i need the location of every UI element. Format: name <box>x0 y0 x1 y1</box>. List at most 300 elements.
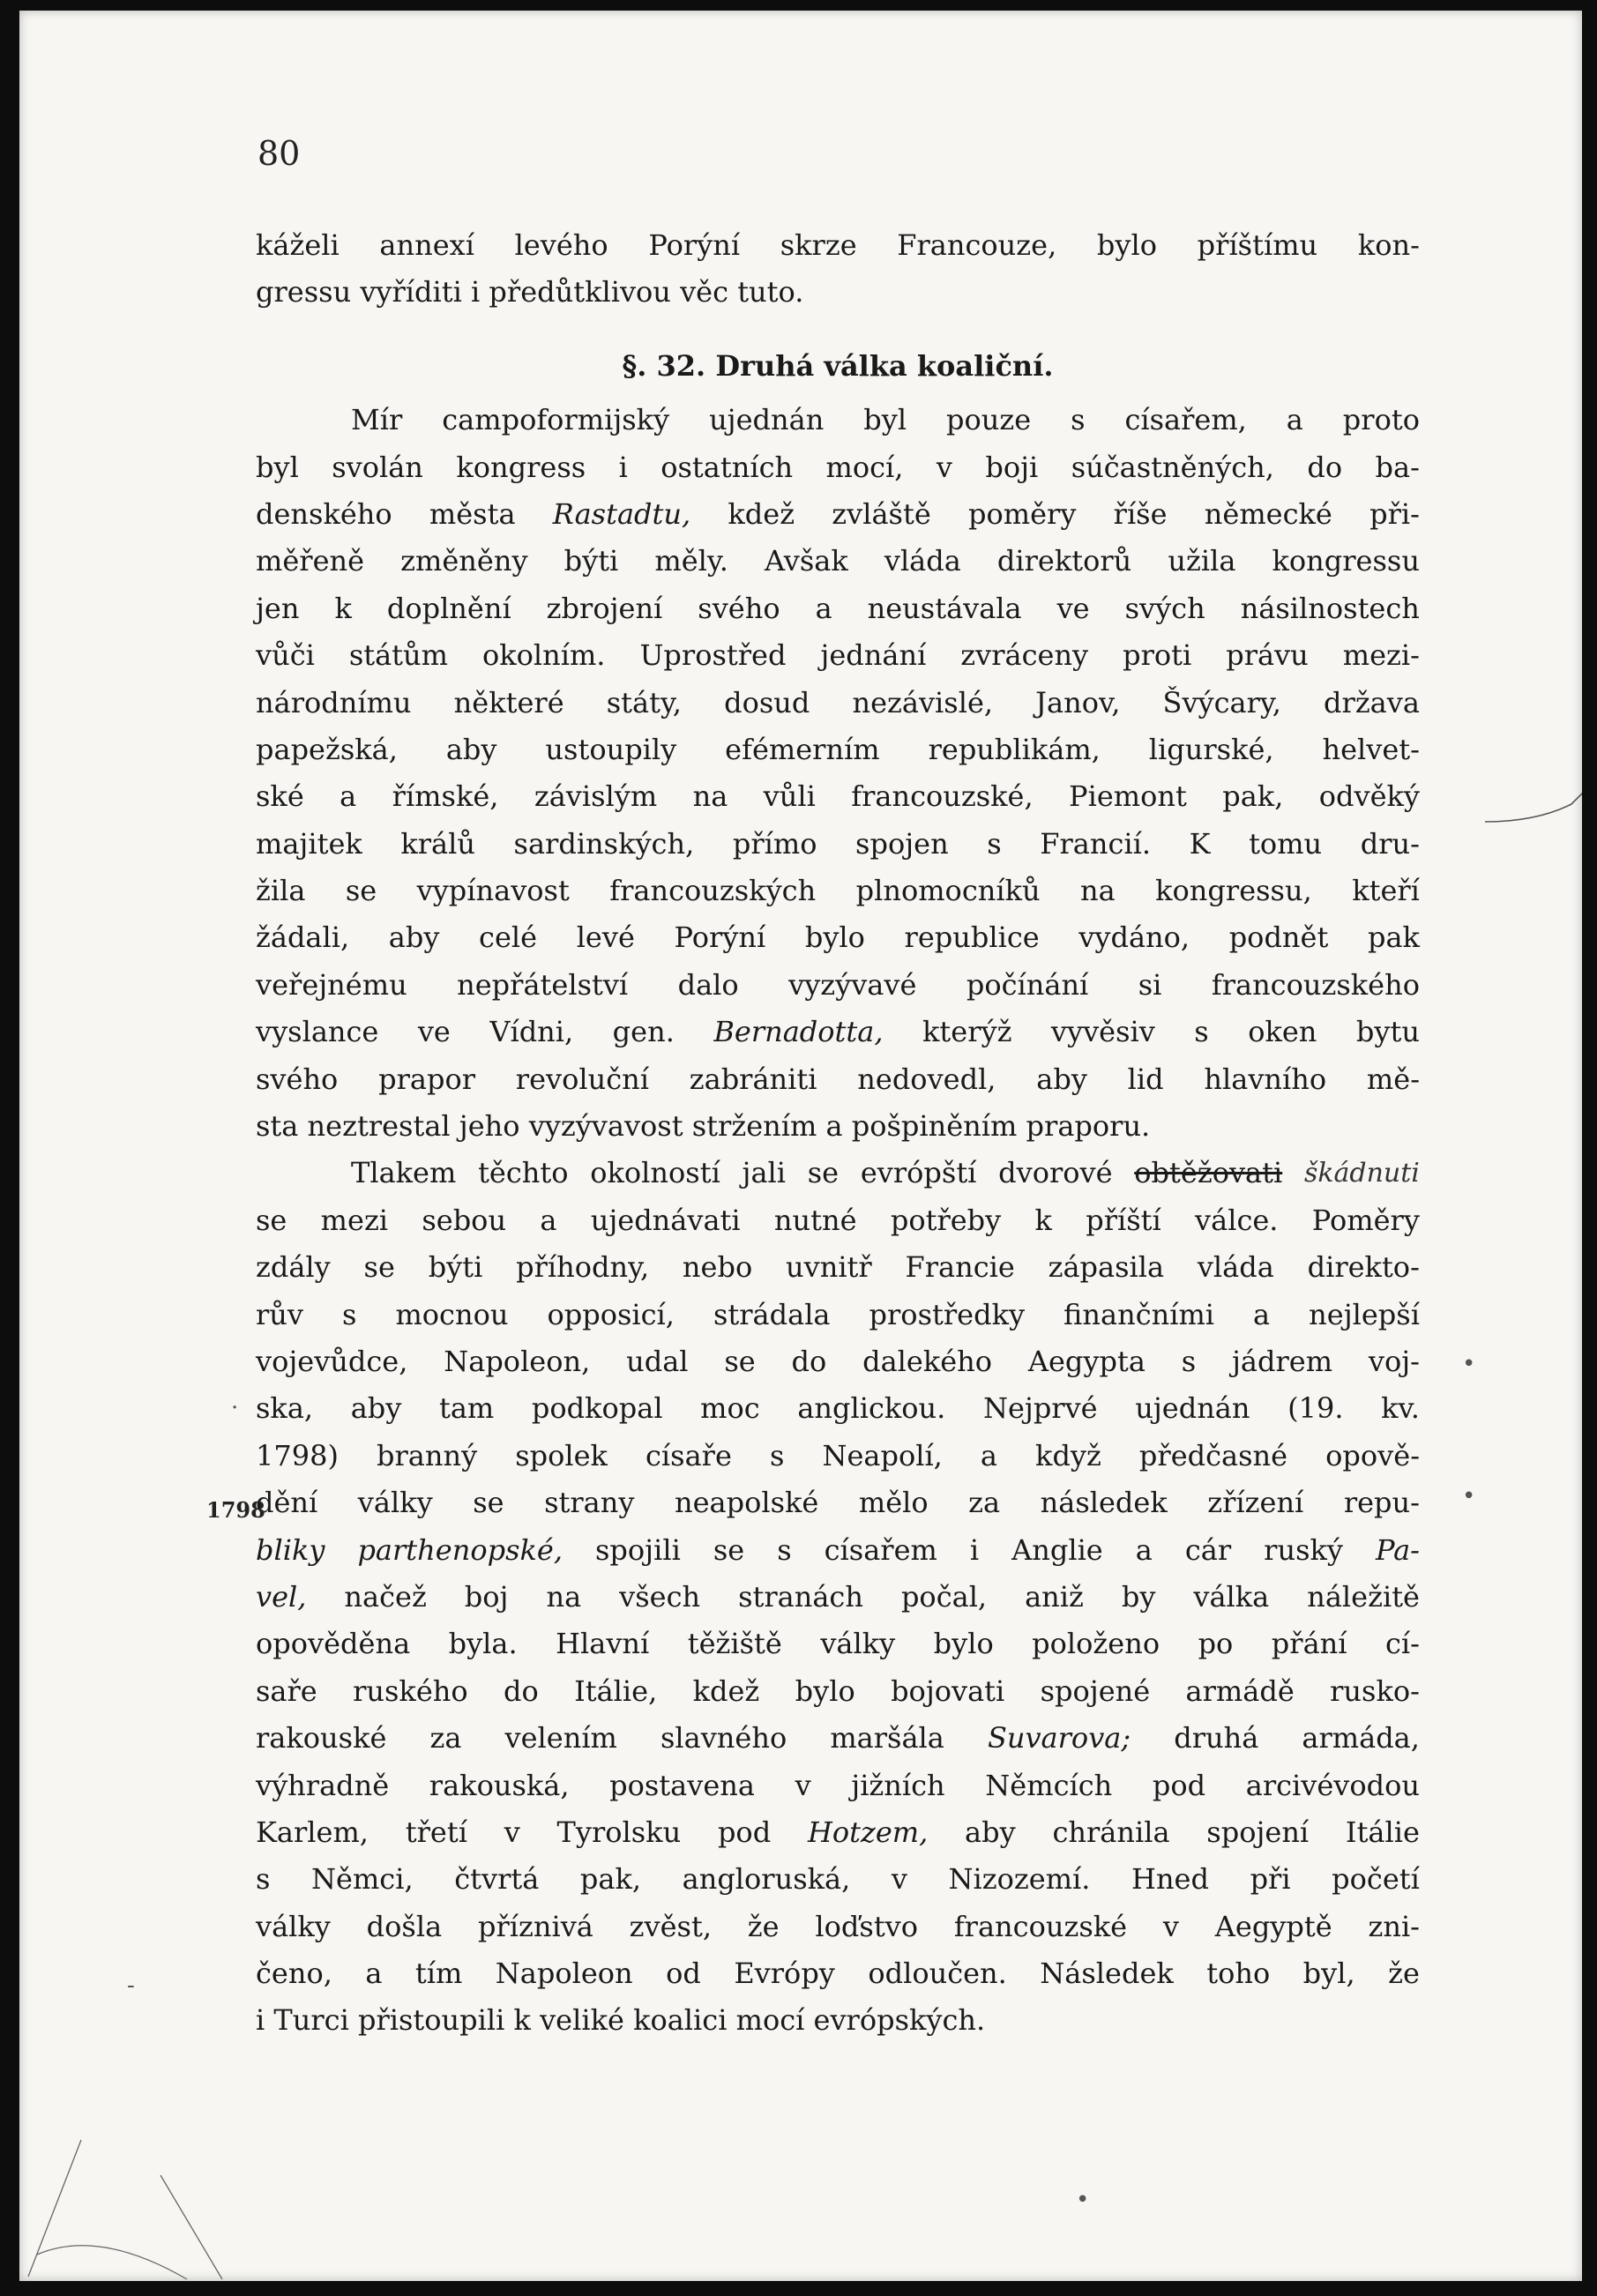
word: po <box>1198 1627 1234 1661</box>
word: doplnění <box>386 591 511 625</box>
word: toho <box>1206 1957 1271 1991</box>
word: veliké <box>540 2003 634 2038</box>
word: okolností <box>590 1156 720 1190</box>
pencil-dot: • <box>1076 2187 1090 2213</box>
word: okolním. <box>481 638 606 673</box>
word: jali <box>742 1156 786 1190</box>
word: Janov, <box>1035 685 1121 719</box>
word: mezi- <box>1342 638 1420 673</box>
word: vyvěsiv <box>1050 1015 1155 1049</box>
word: císařem <box>824 1532 937 1567</box>
word: skrze <box>780 228 857 262</box>
word: přistoupili <box>357 2003 514 2038</box>
word: že <box>747 1909 780 1943</box>
word: města <box>429 496 516 531</box>
text-line <box>256 538 1420 585</box>
word: kv. <box>1381 1391 1420 1426</box>
word: bytu <box>1355 1015 1420 1049</box>
word: ruského <box>353 1674 468 1708</box>
word: tuto. <box>737 275 804 309</box>
text-line <box>256 585 1420 632</box>
word: parthenopské, <box>357 1532 563 1567</box>
word: spolek <box>515 1438 608 1472</box>
text-line <box>256 1574 1420 1621</box>
word: s <box>769 1438 785 1472</box>
word: příští <box>1086 1203 1161 1237</box>
word: maršála <box>830 1721 944 1756</box>
word: císařem, <box>1124 403 1247 437</box>
word: poměry <box>968 496 1077 531</box>
word: Itálie, <box>574 1674 658 1708</box>
word: ostatních <box>660 450 794 484</box>
word: direktorů <box>996 544 1132 578</box>
word: anglickou. <box>797 1391 946 1426</box>
word: tam <box>438 1391 495 1426</box>
word: francouzské <box>953 1909 1128 1943</box>
word: žila <box>256 874 306 908</box>
word: majitek <box>256 826 362 861</box>
word: těžiště <box>687 1627 782 1661</box>
word: s <box>987 826 1002 861</box>
word: odloučen. <box>868 1957 1007 1991</box>
word: a <box>365 1957 383 1991</box>
word: se <box>724 1344 756 1378</box>
word: aniž <box>1025 1579 1084 1614</box>
word: vůli <box>763 779 816 814</box>
word: na <box>1080 874 1116 908</box>
word: jižních <box>851 1768 945 1802</box>
word: změněny <box>400 544 528 578</box>
word: za <box>968 1486 1001 1520</box>
word: ujednán <box>709 403 825 437</box>
word: ve <box>1056 591 1090 625</box>
margin-year-note: 1798 <box>206 1497 265 1523</box>
word: k <box>513 2003 541 2038</box>
word: tomu <box>1249 826 1323 861</box>
word: prostředky <box>869 1297 1026 1331</box>
word: Hlavní <box>556 1627 650 1661</box>
word: saře <box>256 1674 317 1708</box>
word: Hotzem, <box>807 1815 929 1849</box>
text-line <box>256 868 1420 914</box>
word: při- <box>1369 496 1420 531</box>
word: Následek <box>1040 1957 1174 1991</box>
word: čeno, <box>256 1957 332 1991</box>
text-line <box>256 680 1420 727</box>
text-line <box>256 1856 1420 1903</box>
word: spojili <box>595 1532 681 1567</box>
word: se <box>713 1532 745 1567</box>
word: kteří <box>1352 874 1420 908</box>
word: bylo <box>933 1627 994 1661</box>
word: války <box>820 1627 896 1661</box>
text-line <box>256 1197 1420 1244</box>
text-line <box>256 1621 1420 1667</box>
word: by <box>1121 1579 1156 1614</box>
word: bylo <box>1096 228 1157 262</box>
word: Uprostřed <box>639 638 787 673</box>
word: nejlepší <box>1309 1297 1420 1331</box>
word: k <box>1034 1203 1052 1237</box>
word: německé <box>1204 496 1332 531</box>
text-line <box>256 1763 1420 1809</box>
text-line <box>256 821 1420 868</box>
pencil-curve <box>1483 778 1582 857</box>
word: právu <box>1226 638 1309 673</box>
text-line <box>256 1103 1420 1150</box>
text-line <box>256 1244 1420 1291</box>
word: státy, <box>606 685 682 719</box>
word: tím <box>414 1957 463 1991</box>
word: zdály <box>256 1250 331 1285</box>
text-line <box>256 632 1420 679</box>
word: proti <box>1123 638 1192 673</box>
word: pak, <box>579 1862 642 1897</box>
word: že <box>1388 1957 1420 1991</box>
word: některé <box>453 685 564 719</box>
word: počínání <box>966 967 1089 1002</box>
word: nutné <box>773 1203 857 1237</box>
word: campoformijský <box>442 403 670 437</box>
word: kterýž <box>922 1015 1012 1049</box>
word: republikám, <box>928 732 1101 766</box>
word: s <box>777 1532 792 1567</box>
word: i <box>256 2003 274 2038</box>
word: gressu <box>256 275 361 309</box>
word: strádala <box>713 1297 831 1331</box>
text-line <box>256 269 1420 316</box>
word: býti <box>428 1250 483 1285</box>
text-line <box>256 773 1420 820</box>
word: zápasila <box>1048 1250 1165 1285</box>
word: načež <box>344 1579 427 1614</box>
word: hlavního <box>1204 1062 1327 1096</box>
word: Porýní <box>674 921 766 955</box>
word: aby <box>1036 1062 1087 1096</box>
word: proto <box>1342 403 1420 437</box>
word: pod <box>717 1815 772 1849</box>
word: předčasné <box>1138 1438 1288 1472</box>
word: neapolské <box>674 1486 819 1520</box>
word: ské <box>256 779 304 814</box>
word: zbrojení <box>546 591 663 625</box>
word: Tyrolsku <box>556 1815 682 1849</box>
word: 1798) <box>256 1438 339 1472</box>
word: mezi <box>320 1203 389 1237</box>
text-line <box>256 1433 1420 1480</box>
word: se <box>363 1250 395 1285</box>
word: do <box>1307 450 1343 484</box>
word: si <box>1138 967 1162 1002</box>
word: třetí <box>405 1815 467 1849</box>
word: příhodny, <box>516 1250 650 1285</box>
word: Francouze, <box>897 228 1057 262</box>
word: vydáno, <box>1078 921 1190 955</box>
word: voj- <box>1368 1344 1420 1378</box>
word: prapor <box>378 1062 475 1096</box>
word: druhá <box>1174 1721 1259 1756</box>
word: Poměry <box>1311 1203 1420 1237</box>
word: v <box>795 1768 811 1802</box>
word: pak <box>1367 921 1420 955</box>
text-line <box>256 1527 1420 1574</box>
pencil-dot: - <box>127 1972 135 1999</box>
word: francouzského <box>1211 967 1420 1002</box>
word: vypínavost <box>416 874 570 908</box>
word: vyzývavost <box>528 1109 692 1144</box>
word: Neapolí, <box>822 1438 943 1472</box>
word: francouzské, <box>851 779 1034 814</box>
text-line <box>256 1009 1420 1055</box>
word: revoluční <box>515 1062 649 1096</box>
text-line <box>256 914 1420 961</box>
word: na <box>692 779 728 814</box>
word: přání <box>1271 1627 1347 1661</box>
word: se <box>345 874 377 908</box>
word: aby <box>350 1391 402 1426</box>
word: angloruská, <box>682 1862 851 1897</box>
text-line <box>256 1338 1420 1385</box>
word: se <box>473 1486 504 1520</box>
word: jeho <box>459 1109 529 1144</box>
word: s <box>1194 1015 1209 1049</box>
word: Turci <box>273 2003 358 2038</box>
word: pouze <box>945 403 1032 437</box>
word: ba- <box>1375 450 1420 484</box>
word: došla <box>366 1909 443 1943</box>
word: sardinských, <box>513 826 695 861</box>
word: k <box>334 591 352 625</box>
word: státům <box>348 638 448 673</box>
pencil-scribble <box>19 2122 249 2281</box>
word: levé <box>576 921 635 955</box>
word: příznivá <box>477 1909 593 1943</box>
word: národnímu <box>256 685 412 719</box>
word: bliky <box>256 1532 325 1567</box>
word: a <box>1286 403 1303 437</box>
word: svého <box>256 1062 339 1096</box>
word: Aegypta <box>1027 1344 1146 1378</box>
word: byl <box>863 403 907 437</box>
word: repu- <box>1343 1486 1420 1520</box>
word: na <box>546 1579 582 1614</box>
word: mocí <box>735 2003 814 2038</box>
word: za <box>429 1721 462 1756</box>
word: mělo <box>858 1486 929 1520</box>
word: Anglie <box>1011 1532 1103 1567</box>
word: bylo <box>804 921 865 955</box>
word: rusko- <box>1330 1674 1420 1708</box>
word: Porýní <box>648 228 741 262</box>
word: boji <box>985 450 1039 484</box>
word: bojovati <box>891 1674 1005 1708</box>
word: udal <box>626 1344 689 1378</box>
word: branný <box>376 1438 478 1472</box>
handwritten-margin-note: škádnuti <box>1303 1158 1420 1189</box>
word: vojevůdce, <box>256 1344 408 1378</box>
word: dosud <box>724 685 810 719</box>
word: od <box>666 1957 701 1991</box>
word: nepřátelství <box>457 967 629 1002</box>
word: měřeně <box>256 544 365 578</box>
word: velením <box>504 1721 617 1756</box>
word: do <box>503 1674 539 1708</box>
word: Karlem, <box>256 1815 369 1849</box>
word: náležitě <box>1307 1579 1420 1614</box>
word: odvěký <box>1318 779 1420 814</box>
word: žádali, <box>256 921 350 955</box>
word: říše <box>1113 496 1168 531</box>
text-line <box>256 1809 1420 1856</box>
word: ska, <box>256 1391 314 1426</box>
text-line <box>256 1150 1420 1196</box>
word: byla. <box>448 1627 518 1661</box>
word: Švýcary, <box>1162 685 1281 719</box>
word: v <box>504 1815 520 1849</box>
word: zvěst, <box>629 1909 712 1943</box>
word: uvnitř <box>786 1250 872 1285</box>
word: výhradně <box>256 1768 390 1802</box>
word: vůči <box>256 638 315 673</box>
pencil-dot: • <box>1462 1483 1476 1510</box>
word: pod <box>1152 1768 1206 1802</box>
word: cí- <box>1384 1627 1420 1661</box>
text-line <box>256 1715 1420 1762</box>
word: byl, <box>1302 1957 1355 1991</box>
word: býti <box>563 544 619 578</box>
word: kongress <box>456 450 586 484</box>
word: kon- <box>1357 228 1420 262</box>
word: když <box>1035 1438 1101 1472</box>
word: mě- <box>1366 1062 1420 1096</box>
text-line <box>256 727 1420 773</box>
word: Mír <box>351 403 403 437</box>
word: předůtklivou <box>489 275 681 309</box>
word: Piemont <box>1069 779 1187 814</box>
word: války <box>357 1486 433 1520</box>
word: římské, <box>392 779 499 814</box>
word: Itálie <box>1345 1815 1420 1849</box>
word: zřízení <box>1207 1486 1304 1520</box>
word: Němcích <box>985 1768 1113 1802</box>
word: vel, <box>256 1579 307 1614</box>
word: (19. <box>1287 1391 1344 1426</box>
word: država <box>1324 685 1420 719</box>
word: a <box>1135 1532 1153 1567</box>
word: spojen <box>855 826 949 861</box>
word: sta <box>256 1109 308 1144</box>
word: válka <box>1193 1579 1270 1614</box>
text-line <box>256 1904 1420 1950</box>
page-number: 80 <box>257 134 301 173</box>
word: jádrem <box>1231 1344 1333 1378</box>
word: stranách <box>738 1579 863 1614</box>
word: helvet- <box>1322 732 1420 766</box>
text-line <box>256 397 1420 444</box>
word: strany <box>544 1486 635 1520</box>
text-line <box>256 491 1420 538</box>
word: měly. <box>654 544 728 578</box>
word: podkopal <box>531 1391 663 1426</box>
word: s <box>256 1862 271 1897</box>
word: ustoupily <box>545 732 677 766</box>
word: ujednávati <box>590 1203 741 1237</box>
book-page <box>19 11 1582 2281</box>
word: následek <box>1040 1486 1168 1520</box>
word: svolán <box>332 450 423 484</box>
word: při <box>1250 1862 1291 1897</box>
word: K <box>1189 826 1211 861</box>
text-line <box>256 1056 1420 1103</box>
word: republice <box>904 921 1040 955</box>
word: zvráceny <box>960 638 1089 673</box>
word: byl <box>256 450 299 484</box>
word: dru- <box>1360 826 1420 861</box>
text-line <box>256 962 1420 1009</box>
word: přímo <box>732 826 817 861</box>
word: Napoleon, <box>444 1344 591 1378</box>
text-line <box>256 1668 1420 1715</box>
text-line <box>256 444 1420 491</box>
word: káželi <box>256 228 340 262</box>
word: oken <box>1248 1015 1317 1049</box>
word: počal, <box>900 1579 988 1614</box>
word: vyříditi <box>360 275 472 309</box>
main-text <box>256 222 1420 2045</box>
word: Tlakem <box>351 1156 457 1190</box>
word: plnomocníků <box>855 874 1041 908</box>
word: opposicí, <box>547 1297 675 1331</box>
word: ujednán <box>1135 1391 1250 1426</box>
word: vláda <box>1197 1250 1274 1285</box>
word: cár <box>1184 1532 1232 1567</box>
word: rakouské <box>256 1721 387 1756</box>
word: s <box>1071 403 1086 437</box>
word: neustávala <box>867 591 1022 625</box>
word: denského <box>256 496 392 531</box>
word: Hned <box>1131 1862 1209 1897</box>
word: lid <box>1127 1062 1164 1096</box>
pencil-dot: • <box>1462 1351 1476 1377</box>
word: nebo <box>682 1250 753 1285</box>
word: císaře <box>646 1438 732 1472</box>
word: Němci, <box>311 1862 414 1897</box>
word: kongressu <box>1272 544 1420 578</box>
word: neztrestal <box>307 1109 459 1144</box>
word: koalici <box>633 2003 736 2038</box>
word: položeno <box>1032 1627 1160 1661</box>
word: čtvrtá <box>454 1862 540 1897</box>
word: gen. <box>612 1015 675 1049</box>
word: spojené <box>1040 1674 1151 1708</box>
word: armádě <box>1185 1674 1295 1708</box>
word: rakouská, <box>429 1768 570 1802</box>
word: bylo <box>795 1674 855 1708</box>
word: Avšak <box>764 544 848 578</box>
word: direkto- <box>1307 1250 1420 1285</box>
word: Evrópy <box>734 1957 835 1991</box>
word: opově- <box>1325 1438 1420 1472</box>
word: zabrániti <box>689 1062 817 1096</box>
word: Vídni, <box>489 1015 574 1049</box>
word: opověděna <box>256 1627 411 1661</box>
word: ligurské, <box>1148 732 1274 766</box>
word: evrópských. <box>813 2003 986 2038</box>
word: kongressu, <box>1155 874 1312 908</box>
word: slavného <box>660 1721 787 1756</box>
word: potřeby <box>890 1203 1002 1237</box>
intro-paragraph <box>256 222 1420 317</box>
